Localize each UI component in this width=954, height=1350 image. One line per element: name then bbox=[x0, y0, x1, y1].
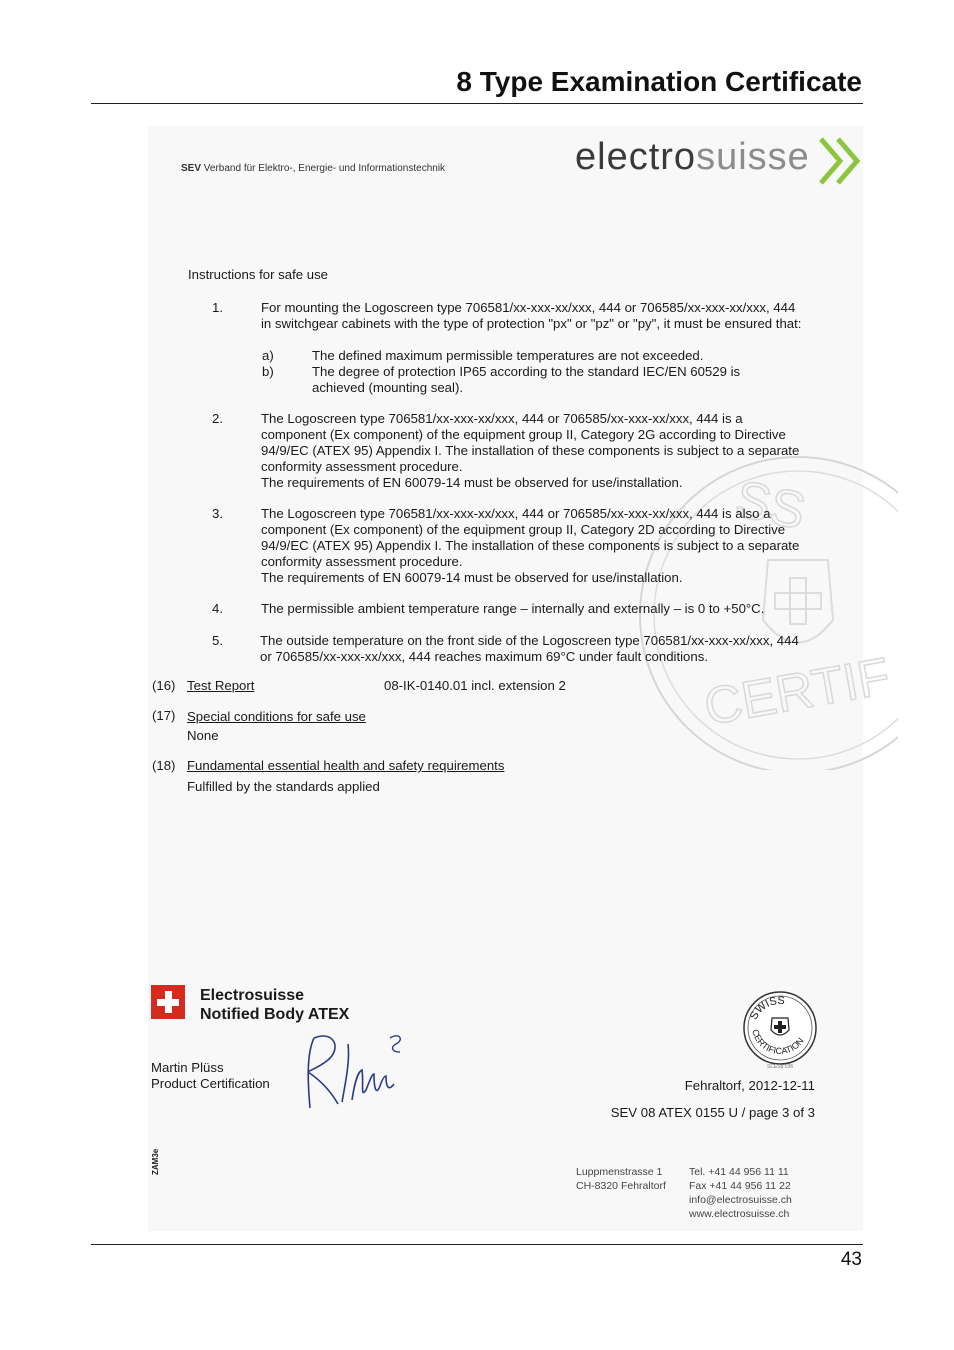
item-text-requirement: The requirements of EN 60079-14 must be observed for use/installation. bbox=[261, 475, 683, 490]
contact-phone: Tel. +41 44 956 11 11 bbox=[689, 1166, 789, 1178]
handwritten-signature bbox=[300, 1030, 410, 1112]
contact-details bbox=[689, 1165, 792, 1221]
seal-code: SCESp 036 bbox=[767, 1064, 794, 1070]
item-text: For mounting the Logoscreen type 706581/xx-xxx-xx/xxx, 444 or 706585/xx-xxx-xx/xxx, 444 in switchgear cabinets with the type of protection "px" or "pz" or "py", it must be ensured that: bbox=[261, 300, 802, 331]
section-label-special-conditions: Special conditions for safe use bbox=[187, 709, 366, 724]
seal-text-top: SWISS bbox=[747, 994, 785, 1022]
signer-block bbox=[151, 1060, 270, 1092]
page-number: 43 bbox=[840, 1249, 862, 1270]
item-number: 4. bbox=[212, 601, 223, 616]
logo-text-light: suisse bbox=[696, 136, 810, 178]
item-text: The permissible ambient temperature range – internally and externally – is 0 to +50°C. bbox=[261, 601, 765, 616]
item-number: 3. bbox=[212, 506, 223, 521]
swiss-flag-icon bbox=[151, 985, 185, 1019]
certificate-reference: SEV 08 ATEX 0155 U / page 3 of 3 bbox=[610, 1105, 815, 1120]
section-label-test-report: Test Report bbox=[187, 678, 255, 693]
section-label-essential-requirements: Fundamental essential health and safety requirements bbox=[187, 758, 505, 773]
form-code: ZAM3e bbox=[151, 1148, 160, 1175]
contact-email: info@electrosuisse.ch bbox=[689, 1194, 792, 1206]
subitem-letter: b) bbox=[262, 364, 274, 379]
item-number: 2. bbox=[212, 411, 223, 426]
electrosuisse-logo bbox=[575, 136, 810, 179]
svg-text:CERTIF: CERTIF bbox=[700, 647, 895, 737]
signer-name: Martin Plüss bbox=[151, 1060, 224, 1075]
page-title: 8 Type Examination Certificate bbox=[456, 66, 862, 97]
section-number: (18) bbox=[152, 758, 176, 773]
section-number: (17) bbox=[152, 708, 176, 723]
seal-text-bottom: CERTIFICATION bbox=[750, 1028, 806, 1057]
sev-org-line bbox=[181, 163, 445, 174]
sev-abbr: SEV bbox=[181, 163, 202, 174]
subitem-text: The degree of protection IP65 according to the standard IEC/EN 60529 is achieved (mounting seal). bbox=[312, 364, 741, 395]
signer-role: Product Certification bbox=[151, 1076, 270, 1091]
address-line: CH-8320 Fehraltorf bbox=[576, 1180, 666, 1192]
instructions-heading: Instructions for safe use bbox=[188, 267, 329, 282]
swiss-certification-seal-icon bbox=[742, 990, 818, 1066]
sev-name: Verband für Elektro-, Energie- und Informationstechnik bbox=[203, 163, 446, 174]
logo-text-dark: electro bbox=[575, 136, 697, 178]
subitem-letter: a) bbox=[262, 348, 274, 363]
address-line: Luppmenstrasse 1 bbox=[576, 1166, 663, 1178]
item-text: The Logoscreen type 706581/xx-xxx-xx/xxx, 444 or 706585/xx-xxx-xx/xxx, 444 is a component (Ex component) of the equipment group II, Category 2G according to Directive 94/9/EC (ATEX 95) Appendix I. The installation of these components is subject to a separate conformity assessment procedure. bbox=[261, 411, 800, 474]
contact-fax: Fax +41 44 956 11 22 bbox=[689, 1180, 791, 1192]
item-text-requirement: The requirements of EN 60079-14 must be observed for use/installation. bbox=[261, 570, 683, 585]
section-value-special-conditions: None bbox=[187, 728, 219, 743]
item-text: The outside temperature on the front side of the Logoscreen type 706581/xx-xxx-xx/xxx, 444 or 706585/xx-xxx-xx/xxx, 444 reaches maximum 69°C under fault conditions. bbox=[260, 633, 799, 664]
double-chevron-icon bbox=[818, 136, 864, 186]
header-rule bbox=[91, 103, 863, 104]
subitem-text: The defined maximum permissible temperatures are not exceeded. bbox=[312, 348, 704, 363]
contact-website: www.electrosuisse.ch bbox=[689, 1208, 790, 1220]
section-number: (16) bbox=[152, 678, 176, 693]
item-text: The Logoscreen type 706581/xx-xxx-xx/xxx, 444 or 706585/xx-xxx-xx/xxx, 444 is also a component (Ex component) of the equipment group II, Category 2D according to Directive 94/9/EC (ATEX 95) Appendix I. The installation of these components is subject to a separate conformity assessment procedure. bbox=[261, 506, 800, 569]
footer-rule bbox=[91, 1244, 863, 1245]
postal-address bbox=[576, 1165, 666, 1193]
section-value-essential-requirements: Fulfilled by the standards applied bbox=[187, 779, 380, 794]
section-value-test-report: 08-IK-0140.01 incl. extension 2 bbox=[384, 678, 566, 693]
org-line-1: Electrosuisse bbox=[200, 987, 305, 1004]
item-number: 5. bbox=[212, 633, 223, 648]
item-number: 1. bbox=[212, 300, 223, 315]
notified-body-name bbox=[200, 986, 349, 1024]
svg-text:SS: SS bbox=[730, 470, 811, 542]
place-date: Fehraltorf, 2012-12-11 bbox=[684, 1078, 815, 1093]
org-line-2: Notified Body ATEX bbox=[200, 1006, 350, 1023]
